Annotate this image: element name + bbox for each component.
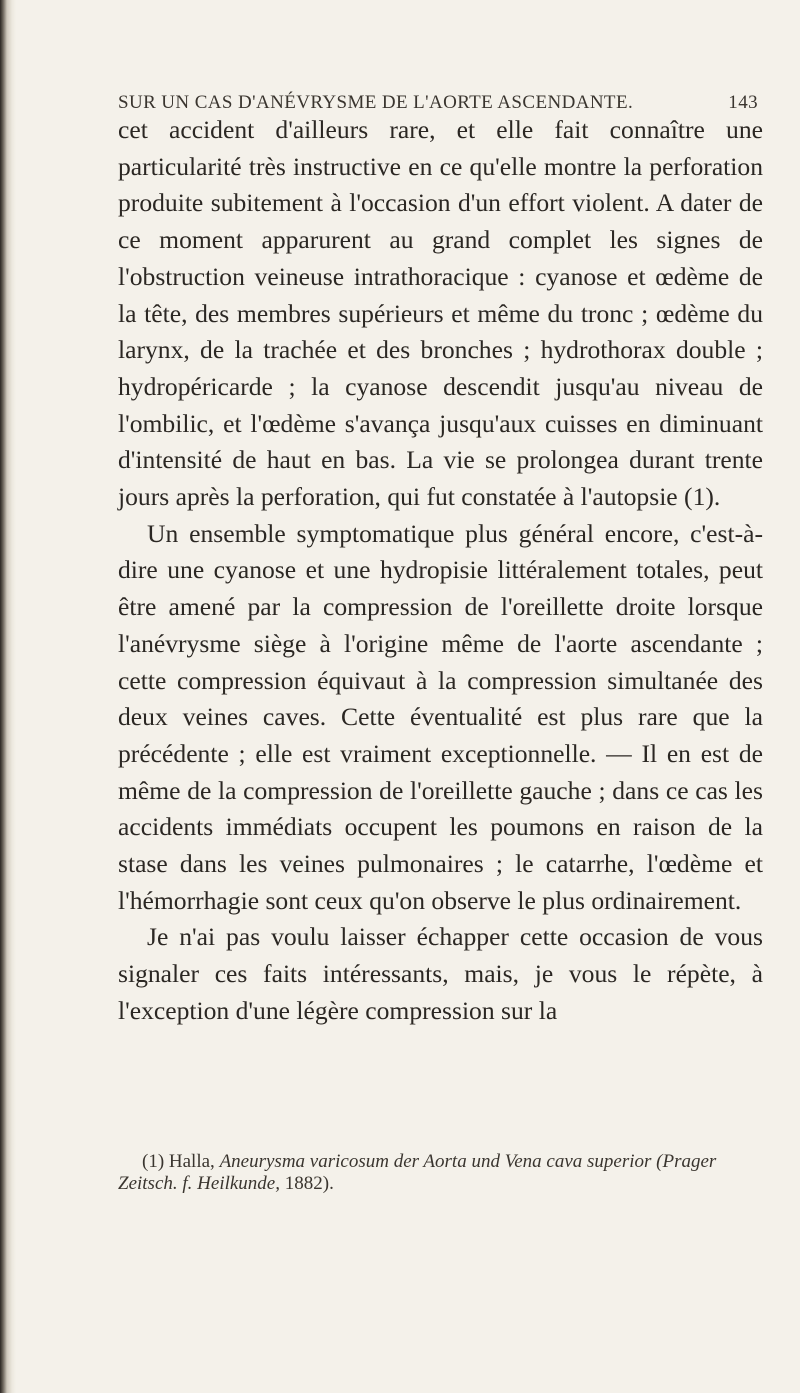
running-title: SUR UN CAS D'ANÉVRYSME DE L'AORTE ASCENDANTE. bbox=[118, 92, 634, 113]
footnote-year: 1882). bbox=[284, 1173, 334, 1194]
footnote bbox=[118, 1151, 768, 1195]
paragraph-3: Je n'ai pas voulu laisser échapper cette occasion de vous signaler ces faits intéressants, mais, je vous le répète, à l'exception d'une légère compression sur la bbox=[118, 922, 763, 1025]
footnote-author: Halla, bbox=[168, 1151, 215, 1172]
footnote-title: Aneurysma varicosum der Aorta und Vena cava superior bbox=[219, 1151, 652, 1172]
paragraph-2: Un ensemble symptomatique plus général encore, c'est-à-dire une cyanose et une hydropisie littéralement totales, peut être amené par la compression de l'oreillette droite lorsque l'anévrysme siège à l'origine même de l'aorte ascendante ; cette compression équivaut à la compression simultanée des deux veines caves. Cette éventualité est plus rare que la précédente ; elle est vraiment exceptionnelle. — Il en est de même de la compression de l'oreillette gauche ; dans ce cas les accidents immédiats occupent les poumons en raison de la stase dans les veines pulmonaires ; le catarrhe, l'œdème et l'hémorrhagie sont ceux qu'on observe le plus ordinairement. bbox=[118, 518, 763, 915]
footnote-marker: (1) bbox=[142, 1151, 165, 1172]
page-binding-edge bbox=[0, 0, 16, 1393]
body-text bbox=[118, 112, 763, 1030]
paragraph-1: cet accident d'ailleurs rare, et elle fait connaître une particularité très instructive en ce qu'elle montre la perforation produite subitement à l'occasion d'un effort violent. A dater de ce moment apparurent au grand complet les signes de l'obstruction veineuse intrathoracique : cyanose et œdème de la tête, des membres supérieurs et même du tronc ; œdème du larynx, de la trachée et des bronches ; hydrothorax double ; hydropéricarde ; la cyanose descendit jusqu'au niveau de l'ombilic, et l'œdème s'avança jusqu'aux cuisses en diminuant d'intensité de haut en bas. La vie se prolongea durant trente jours après la perforation, qui fut constatée à l'autopsie (1). bbox=[118, 115, 763, 512]
footnote-text bbox=[118, 1151, 768, 1195]
page-number: 143 bbox=[728, 92, 758, 113]
running-header bbox=[118, 92, 758, 114]
footnote-journal: (Prager Zeitsch. f. Heilkunde, bbox=[118, 1151, 717, 1194]
